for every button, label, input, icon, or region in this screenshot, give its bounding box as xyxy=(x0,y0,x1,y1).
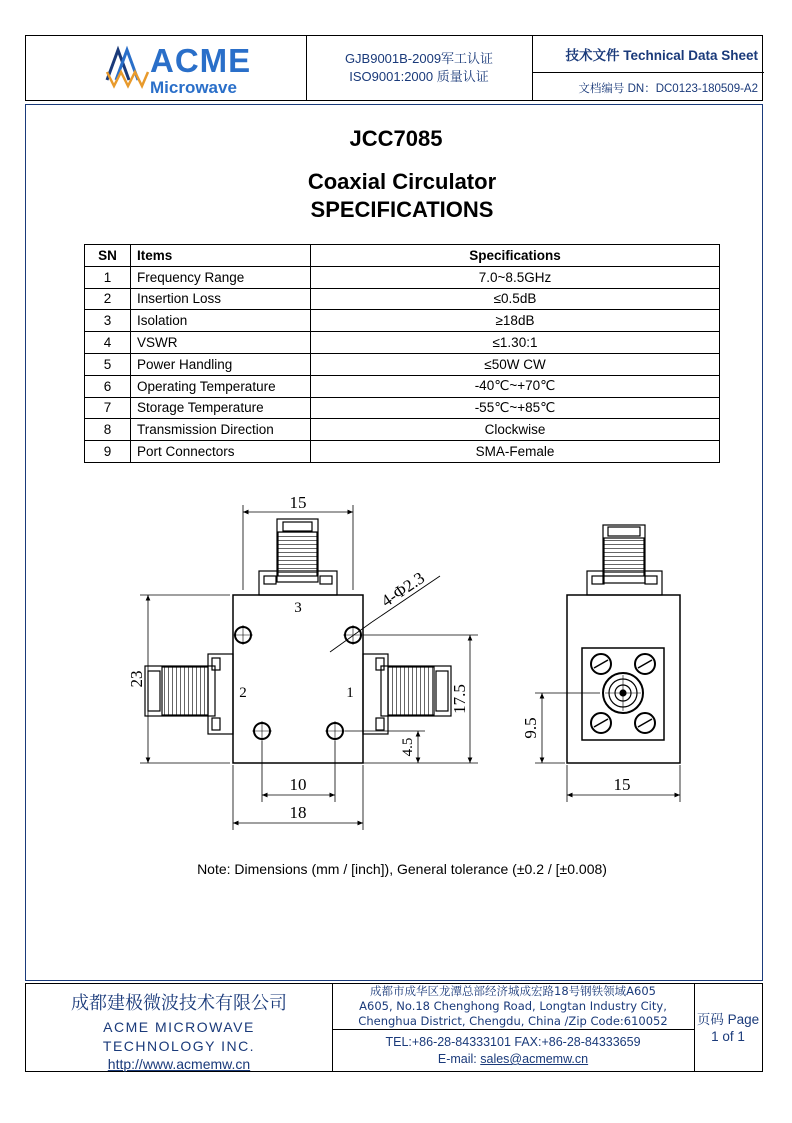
dim-95-label: 9.5 xyxy=(521,717,540,739)
cell-sn: 1 xyxy=(85,266,131,288)
cell-sn: 9 xyxy=(85,441,131,463)
document-footer xyxy=(25,983,763,1072)
address-block xyxy=(332,984,695,1071)
front-view xyxy=(140,505,478,830)
address-en-line2: Chenghua District, Chengdu, China /Zip Code:610052 xyxy=(358,1014,668,1028)
port-1-label: 1 xyxy=(346,685,354,701)
dim-45-label: 4.5 xyxy=(400,737,416,757)
cell-spec: ≤1.30:1 xyxy=(311,332,720,354)
tel-fax: TEL:+86-28-84333101 FAX:+86-28-84333659 xyxy=(385,1035,641,1049)
cell-sn: 6 xyxy=(85,375,131,397)
cell-sn: 5 xyxy=(85,353,131,375)
doc-title: 技术文件 Technical Data Sheet xyxy=(532,36,764,73)
cell-spec: ≤50W CW xyxy=(311,353,720,375)
brand-name: ACME xyxy=(150,42,252,79)
cell-spec: 7.0~8.5GHz xyxy=(311,266,720,288)
cell-item: VSWR xyxy=(131,332,311,354)
address-en-line1: A605, No.18 Chenghong Road, Longtan Industry City, xyxy=(359,999,667,1013)
cell-spec: -55℃~+85℃ xyxy=(311,397,720,419)
cell-sn: 8 xyxy=(85,419,131,441)
cell-spec: ≤0.5dB xyxy=(311,288,720,310)
col-specifications: Specifications xyxy=(311,245,720,267)
dim-18-label: 18 xyxy=(289,803,307,822)
product-name: Coaxial Circulator xyxy=(307,169,497,194)
cell-sn: 3 xyxy=(85,310,131,332)
model-number: JCC7085 xyxy=(349,126,443,151)
doc-number: 文档编号 DN：DC0123-180509-A2 xyxy=(578,83,758,95)
cell-spec: ≥18dB xyxy=(311,310,720,332)
dim-10-label: 10 xyxy=(289,775,307,794)
contact xyxy=(332,1034,694,1068)
company-name-en: ACME MICROWAVE xyxy=(103,1019,255,1035)
cell-sn: 2 xyxy=(85,288,131,310)
port-3-label: 3 xyxy=(294,600,302,616)
address xyxy=(332,984,694,1030)
cell-item: Isolation xyxy=(131,310,311,332)
page-info xyxy=(694,984,762,1071)
cell-spec: Clockwise xyxy=(311,419,720,441)
cell-spec: -40℃~+70℃ xyxy=(311,375,720,397)
company-info xyxy=(26,984,333,1071)
cert-iso: ISO9001:2000 质量认证 xyxy=(349,69,489,84)
email-line xyxy=(332,1051,694,1068)
dim-side-15-label: 15 xyxy=(613,775,631,794)
cell-item: Transmission Direction xyxy=(131,419,311,441)
cell-item: Operating Temperature xyxy=(131,375,311,397)
col-sn: SN xyxy=(85,245,131,267)
cell-spec: SMA-Female xyxy=(311,441,720,463)
company-name-en-2: TECHNOLOGY INC. xyxy=(102,1038,256,1054)
port-2-label: 2 xyxy=(239,685,247,701)
brand-subtitle: Microwave xyxy=(150,78,237,97)
page-label: 页码 Page xyxy=(696,1011,760,1027)
email-link[interactable]: sales@acmemw.cn xyxy=(480,1052,589,1066)
company-name-cn: 成都建极微波技术有限公司 xyxy=(71,993,287,1013)
dim-height-label: 23 xyxy=(127,670,146,688)
side-view xyxy=(535,525,680,802)
website-link[interactable]: http://www.acmemw.cn xyxy=(107,1056,251,1072)
cell-sn: 7 xyxy=(85,397,131,419)
cell-sn: 4 xyxy=(85,332,131,354)
dimension-note: Note: Dimensions (mm / [inch]), General tolerance (±0.2 / [±0.008) xyxy=(197,861,607,877)
page-number: 1 of 1 xyxy=(711,1028,745,1044)
cell-item: Power Handling xyxy=(131,353,311,375)
cell-item: Insertion Loss xyxy=(131,288,311,310)
cell-item: Storage Temperature xyxy=(131,397,311,419)
dim-175-label: 17.5 xyxy=(450,684,469,714)
cert-gjb: GJB9001B-2009军工认证 xyxy=(344,51,494,66)
cell-item: Port Connectors xyxy=(131,441,311,463)
spec-heading: SPECIFICATIONS xyxy=(310,197,494,222)
address-cn: 成都市成华区龙潭总部经济城成宏路18号钢铁领域A605 xyxy=(370,984,656,998)
dim-holes-label: 4-Φ2.3 xyxy=(377,568,429,611)
dim-top-label: 15 xyxy=(289,493,307,512)
col-items: Items xyxy=(131,245,311,267)
cell-item: Frequency Range xyxy=(131,266,311,288)
email-label: E-mail: xyxy=(437,1052,481,1066)
